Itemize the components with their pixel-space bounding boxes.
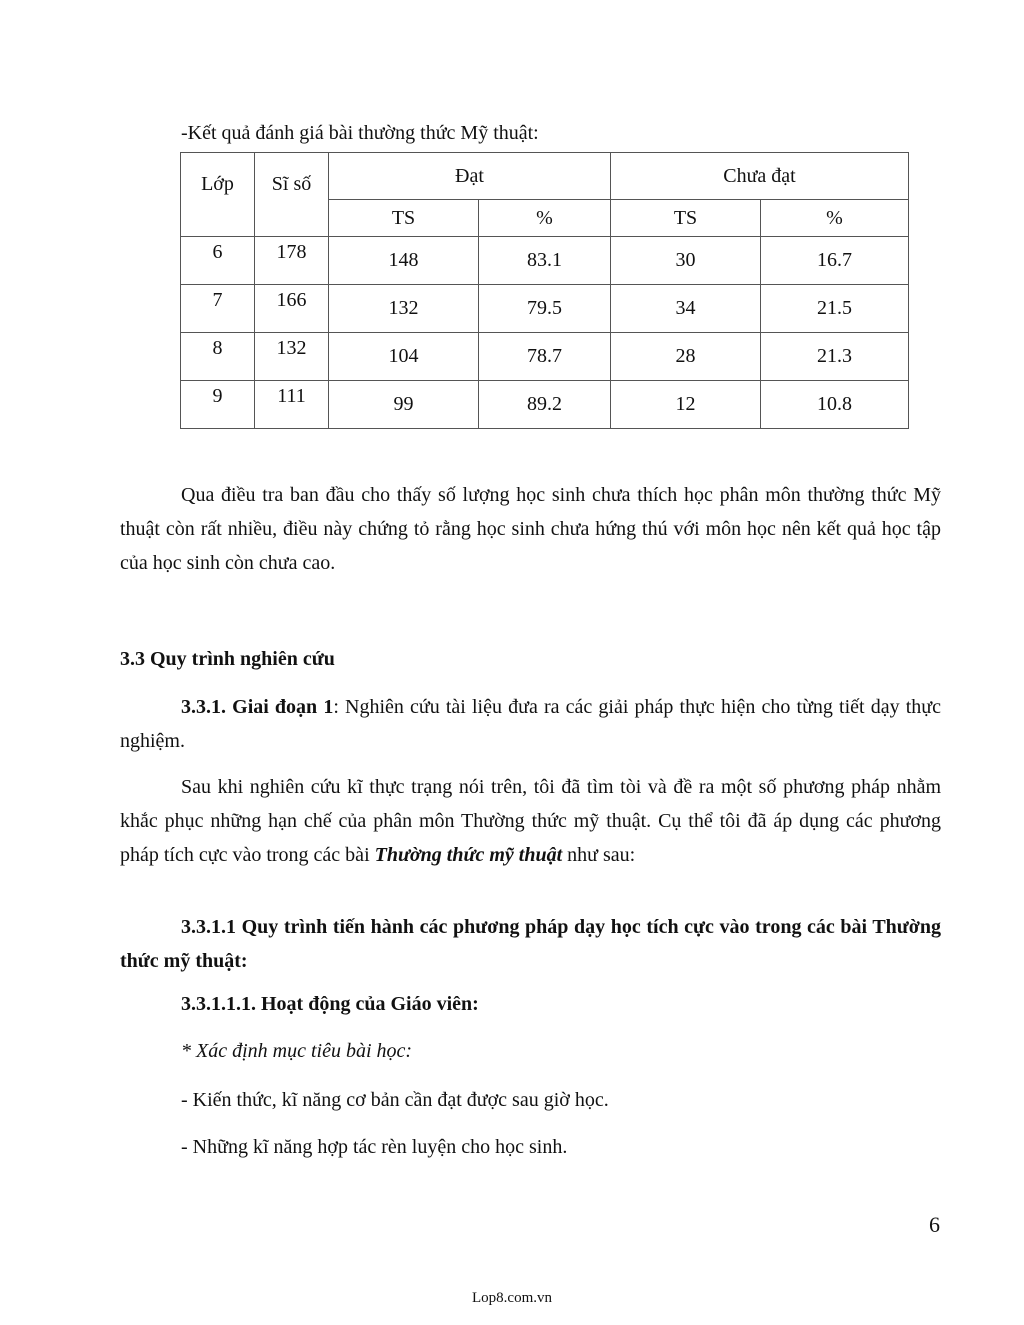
bullet-knowledge: - Kiến thức, kĩ năng cơ bản cần đạt được sau giờ học. [181, 1089, 609, 1111]
bullet-skills: - Những kĩ năng hợp tác rèn luyện cho học sinh. [181, 1136, 568, 1158]
cell-chua-dat-ts: 28 [611, 333, 761, 381]
cell-siso: 132 [255, 333, 329, 381]
heading-3311: 3.3.1.1 Quy trình tiến hành các phương pháp dạy học tích cực vào trong các bài Thường thức mỹ thuật: [120, 916, 941, 972]
stage1-label: 3.3.1. Giai đoạn 1 [181, 696, 334, 718]
cell-dat-ts: 132 [329, 285, 479, 333]
cell-dat-pct: 83.1 [479, 237, 611, 285]
cell-siso: 166 [255, 285, 329, 333]
cell-chua-dat-pct: 21.3 [761, 333, 909, 381]
section-title: 3.3 Quy trình nghiên cứu [120, 648, 335, 670]
cell-chua-dat-ts: 12 [611, 381, 761, 429]
survey-paragraph: Qua điều tra ban đầu cho thấy số lượng học sinh chưa thích học phân môn thường thức Mỹ thuật còn rất nhiều, điều này chứng tỏ rằng học sinh chưa hứng thú với môn học nên kết quả học tập của học sinh còn chưa cao. [120, 484, 941, 574]
cell-siso: 111 [255, 381, 329, 429]
cell-dat-pct: 78.7 [479, 333, 611, 381]
page-number: 6 [929, 1212, 940, 1237]
cell-dat-ts: 99 [329, 381, 479, 429]
cell-siso: 178 [255, 237, 329, 285]
cell-chua-dat-ts: 34 [611, 285, 761, 333]
stage1-text: : Nghiên cứu tài liệu đưa ra các giải pháp thực hiện cho từng tiết dạy thực nghiệm. [120, 696, 942, 752]
results-table [180, 152, 909, 429]
header-chua-dat: Chưa đạt [611, 153, 909, 200]
subheader-dat-pct: % [479, 200, 611, 237]
stage1-paragraph [120, 690, 941, 758]
table-row [181, 237, 909, 285]
cell-chua-dat-pct: 10.8 [761, 381, 909, 429]
method-paragraph [120, 770, 941, 872]
table-row [181, 285, 909, 333]
cell-lop: 7 [181, 285, 255, 333]
method-text-a: Sau khi nghiên cứu kĩ thực trạng nói trên, tôi đã tìm tòi và đề ra một số phương pháp nhằm khắc phục những hạn chế của phân môn Thường thức mỹ thuật. Cụ thể tôi đã áp dụng các phương pháp tích cực vào trong các bài [120, 776, 941, 866]
footer-site: Lop8.com.vn [472, 1290, 552, 1306]
method-text-b: như sau: [562, 844, 636, 866]
table-row [181, 381, 909, 429]
cell-dat-pct: 79.5 [479, 285, 611, 333]
heading-33111: 3.3.1.1.1. Hoạt động của Giáo viên: [181, 993, 479, 1015]
table-row [181, 333, 909, 381]
cell-chua-dat-pct: 21.5 [761, 285, 909, 333]
cell-chua-dat-pct: 16.7 [761, 237, 909, 285]
cell-lop: 9 [181, 381, 255, 429]
table-caption: -Kết quả đánh giá bài thường thức Mỹ thuật: [181, 122, 539, 144]
header-siso: Sĩ số [255, 153, 329, 237]
cell-dat-pct: 89.2 [479, 381, 611, 429]
goal-line: * Xác định mục tiêu bài học: [181, 1040, 413, 1062]
cell-lop: 8 [181, 333, 255, 381]
subheader-chua-dat-ts: TS [611, 200, 761, 237]
subheader-chua-dat-pct: % [761, 200, 909, 237]
cell-lop: 6 [181, 237, 255, 285]
subheader-dat-ts: TS [329, 200, 479, 237]
header-dat: Đạt [329, 153, 611, 200]
cell-dat-ts: 148 [329, 237, 479, 285]
header-lop: Lớp [181, 153, 255, 237]
cell-dat-ts: 104 [329, 333, 479, 381]
method-emphasis: Thường thức mỹ thuật [374, 844, 563, 866]
cell-chua-dat-ts: 30 [611, 237, 761, 285]
